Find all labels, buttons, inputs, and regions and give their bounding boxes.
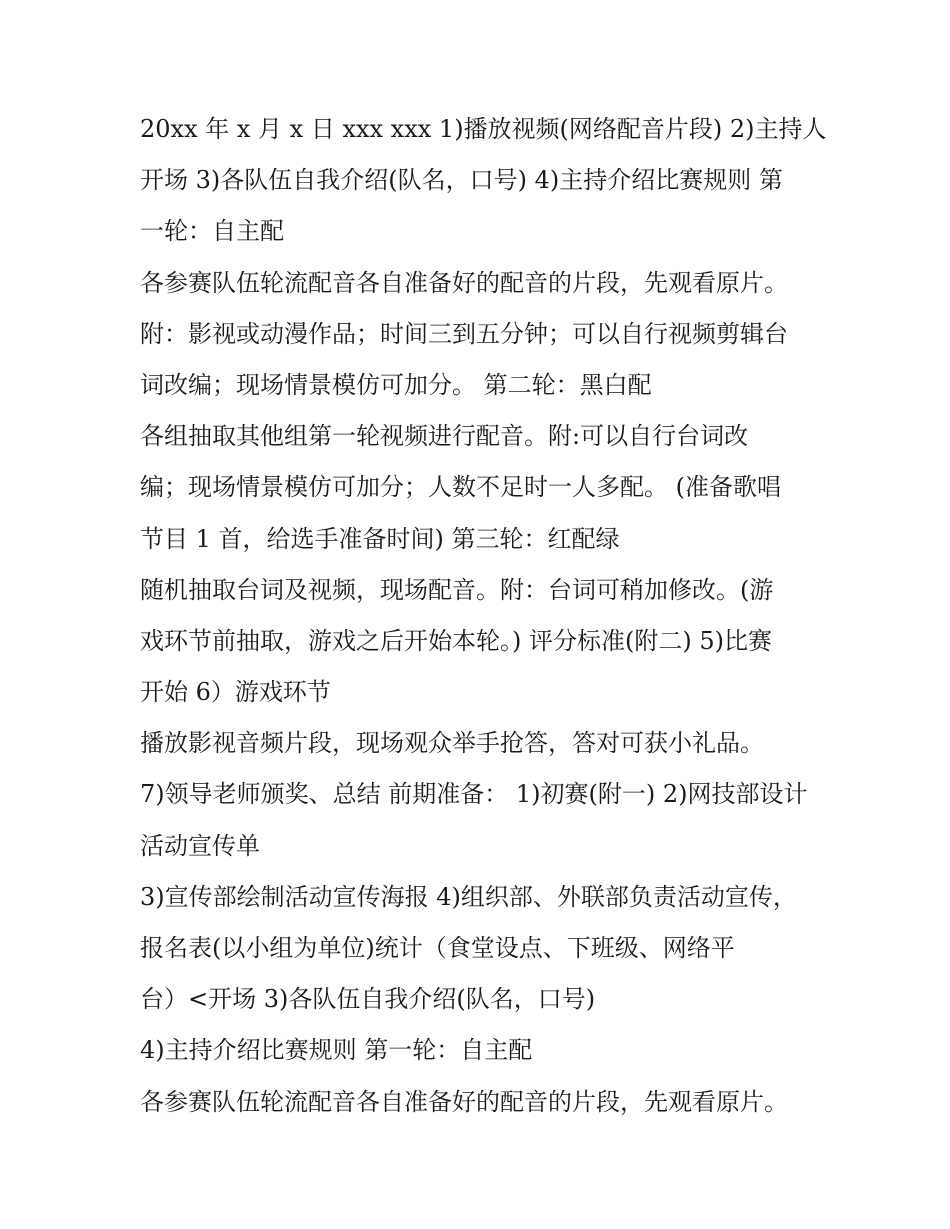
text-line: 各参赛队伍轮流配音各自准备好的配音的片段，先观看原片。 bbox=[140, 268, 788, 297]
text-line: 台）<开场 3)各队伍自我介绍(队名，口号) bbox=[140, 985, 596, 1014]
text-line: 20xx 年 x 月 x 日 xxx xxx 1)播放视频(网络配音片段) 2)主持人 bbox=[140, 115, 827, 143]
text-line: 各组抽取其他组第一轮视频进行配音。附:可以自行台词改 bbox=[140, 422, 749, 451]
text-line: 7)领导老师颁奖、总结 前期准备： 1)初赛(附一) 2)网技部设计 bbox=[140, 780, 808, 809]
text-line: 附：影视或动漫作品；时间三到五分钟；可以自行视频剪辑台 bbox=[140, 319, 788, 348]
text-line: 活动宣传单 bbox=[140, 831, 260, 860]
text-line: 词改编；现场情景模仿可加分。 第二轮：黑白配 bbox=[140, 370, 652, 399]
text-line: 编；现场情景模仿可加分；人数不足时一人多配。 (准备歌唱 bbox=[140, 473, 781, 502]
text-line: 播放影视音频片段，现场观众举手抢答，答对可获小礼品。 bbox=[140, 729, 764, 758]
text-line: 开始 6）游戏环节 bbox=[140, 678, 331, 707]
text-line: 3)宣传部绘制活动宣传海报 4)组织部、外联部负责活动宣传， bbox=[140, 882, 797, 911]
text-line: 一轮：自主配 bbox=[140, 217, 284, 246]
document-body bbox=[140, 104, 830, 1128]
text-line: 各参赛队伍轮流配音各自准备好的配音的片段，先观看原片。 bbox=[140, 1087, 788, 1116]
text-line: 报名表(以小组为单位)统计（食堂设点、下班级、网络平 bbox=[140, 934, 735, 962]
text-line: 开场 3)各队伍自我介绍(队名，口号) 4)主持介绍比赛规则 第 bbox=[140, 166, 783, 195]
text-line: 4)主持介绍比赛规则 第一轮：自主配 bbox=[140, 1036, 533, 1065]
text-line: 随机抽取台词及视频，现场配音。附：台词可稍加修改。(游 bbox=[140, 575, 774, 604]
text-line: 节目 1 首，给选手准备时间) 第三轮：红配绿 bbox=[140, 524, 620, 553]
text-line: 戏环节前抽取，游戏之后开始本轮。) 评分标准(附二) 5)比赛 bbox=[140, 626, 772, 655]
